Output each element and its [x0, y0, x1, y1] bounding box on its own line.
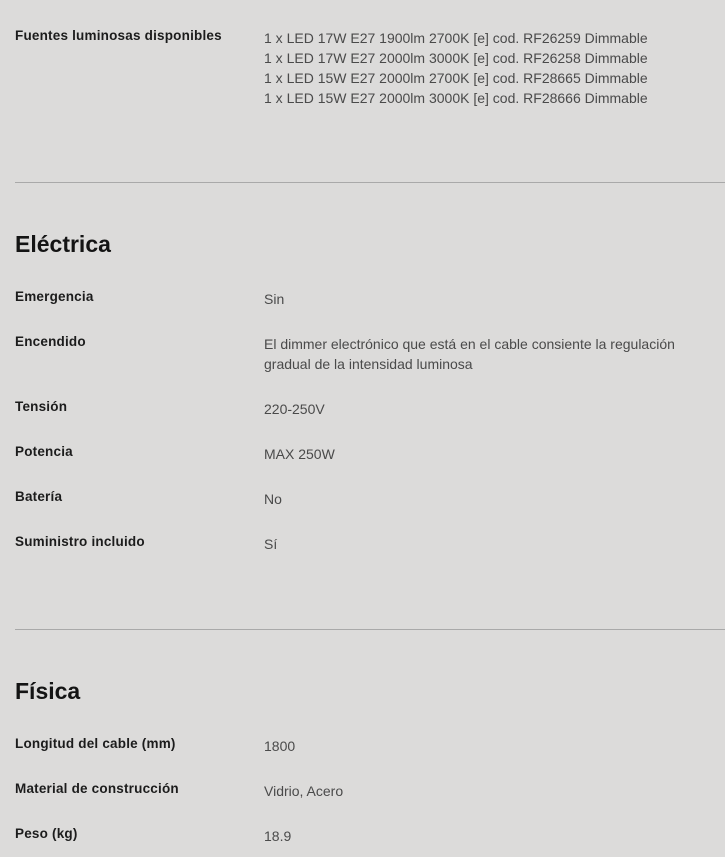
section-title-electrica: Eléctrica [15, 231, 111, 257]
section-divider [15, 629, 725, 630]
spec-label: Encendido [15, 334, 86, 349]
spec-value: Sí [264, 536, 278, 552]
light-source-line: 1 x LED 17W E27 2000lm 3000K [e] cod. RF26258 Dimmable [264, 50, 648, 66]
spec-value: Sin [264, 291, 285, 307]
spec-label: Batería [15, 489, 63, 504]
spec-label: Suministro incluido [15, 534, 145, 549]
spec-row-tension [15, 399, 725, 419]
spec-value: No [264, 491, 282, 507]
spec-row-encendido [15, 334, 725, 374]
spec-value: 220-250V [264, 401, 325, 417]
spec-value: El dimmer electrónico que está en el cable consiente la regulación gradual de la intensidad luminosa [264, 336, 675, 372]
spec-value: 18.9 [264, 828, 292, 844]
spec-label: Fuentes luminosas disponibles [15, 28, 222, 43]
spec-row-peso [15, 826, 725, 846]
spec-row-bateria [15, 489, 725, 509]
light-source-line: 1 x LED 15W E27 2000lm 2700K [e] cod. RF28665 Dimmable [264, 70, 648, 86]
spec-label: Longitud del cable (mm) [15, 736, 176, 751]
spec-value [264, 28, 704, 108]
spec-label: Tensión [15, 399, 68, 414]
section-divider [15, 182, 725, 183]
spec-row-emergencia [15, 289, 725, 309]
spec-value: Vidrio, Acero [264, 783, 344, 799]
spec-row-suministro [15, 534, 725, 554]
spec-row-potencia [15, 444, 725, 464]
spec-row-longitud-cable [15, 736, 725, 756]
spec-row-material [15, 781, 725, 801]
light-source-line: 1 x LED 17W E27 1900lm 2700K [e] cod. RF26259 Dimmable [264, 30, 648, 46]
spec-label: Potencia [15, 444, 73, 459]
spec-value: 1800 [264, 738, 296, 754]
spec-label: Material de construcción [15, 781, 179, 796]
spec-label: Peso (kg) [15, 826, 78, 841]
section-title-fisica: Física [15, 678, 81, 704]
spec-row-fuentes [15, 28, 725, 108]
spec-label: Emergencia [15, 289, 94, 304]
light-source-line: 1 x LED 15W E27 2000lm 3000K [e] cod. RF28666 Dimmable [264, 90, 648, 106]
spec-value: MAX 250W [264, 446, 335, 462]
